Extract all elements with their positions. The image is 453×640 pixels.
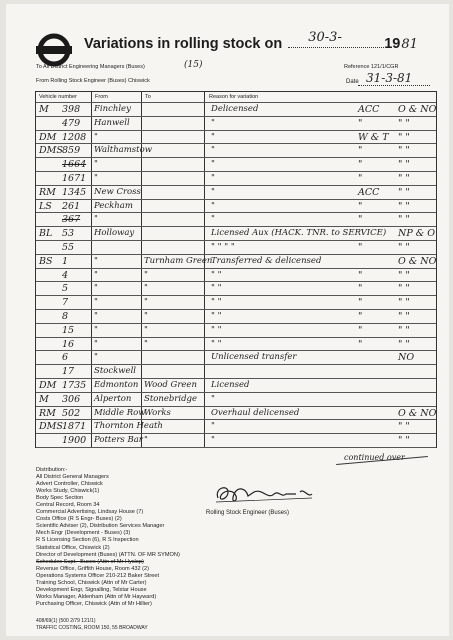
row-divider: [36, 433, 436, 434]
cell-col6: " ": [398, 145, 410, 157]
cell-col5: ": [358, 311, 363, 322]
cell-col6: " ": [398, 283, 410, 295]
header-from: From: [95, 94, 108, 100]
cell-prefix: LS: [39, 200, 52, 212]
cell-prefix: BL: [39, 228, 53, 240]
distribution-item: Advert Controller, Chiswick: [36, 481, 103, 488]
row-divider: [36, 212, 436, 213]
cell-reason: Licensed: [211, 380, 250, 390]
cell-col5: ": [358, 145, 363, 157]
cell-col6: NP & O: [398, 228, 435, 240]
date-field: [288, 30, 384, 48]
distribution-item: Schedules Supt.- Buses (Attn of Mr Hyslop): [36, 558, 144, 565]
date-label: Date: [346, 79, 359, 85]
cell-from: ": [94, 269, 98, 280]
handwritten-date: 30-3-: [308, 30, 342, 45]
cell-from: Holloway: [94, 228, 135, 239]
cell-prefix: M: [39, 393, 49, 405]
cell-reason: ": [211, 186, 215, 197]
cell-number: 16: [62, 338, 75, 350]
cell-number: 479: [62, 117, 81, 129]
distribution-item: Director of Development (Buses) (ATTN. OF MR SYMON): [36, 551, 180, 558]
row-divider: [36, 281, 436, 282]
form-title: [84, 30, 418, 52]
cell-col5: ACC: [358, 104, 380, 115]
cell-from: Thornton Heath: [94, 421, 163, 432]
cell-prefix: DMS: [39, 421, 63, 433]
to-count: (15): [184, 60, 203, 70]
row-divider: [36, 323, 436, 324]
cell-prefix: DMS: [39, 145, 63, 157]
signer-role: Rolling Stock Engineer (Buses): [206, 510, 290, 516]
cell-prefix: RM: [39, 186, 56, 198]
cell-to: ": [144, 283, 148, 294]
cell-number: 261: [62, 200, 81, 212]
cell-number: 1664: [62, 159, 87, 171]
cell-from: ": [94, 352, 98, 363]
footer-line: TRAFFIC COSTING, ROOM 150, 55 BROADWAY: [36, 624, 148, 631]
title-text: Variations in rolling stock on: [84, 36, 283, 52]
cell-number: 17: [62, 366, 75, 378]
cell-from: ": [94, 311, 98, 321]
cell-col6: " ": [398, 200, 410, 212]
cell-col6: " ": [398, 131, 410, 143]
row-divider: [36, 102, 436, 103]
distribution-item: Statistical Office, Chiswick (2): [36, 544, 110, 551]
cell-number: 1: [62, 255, 69, 267]
distribution-list: [36, 467, 180, 608]
row-divider: [36, 130, 436, 131]
cell-reason: " " " ": [211, 242, 235, 252]
cell-col5: ": [358, 324, 363, 336]
cell-number: 53: [62, 228, 75, 240]
row-divider: [36, 419, 436, 420]
row-divider: [36, 447, 436, 448]
row-divider: [36, 392, 436, 393]
row-divider: [36, 143, 436, 144]
cell-col6: " ": [398, 338, 410, 350]
cell-from: ": [94, 255, 98, 266]
row-divider: [36, 116, 436, 117]
cell-col5: ": [358, 242, 363, 253]
cell-to: ": [144, 435, 148, 446]
distribution-item: Costs Office (R S Engr- Buses) (2): [36, 516, 122, 523]
year-prefix: 19: [384, 36, 401, 52]
cell-to: ": [144, 297, 148, 308]
distribution-item: Commercial Advertising, Lindsay House (7): [36, 509, 144, 516]
cell-col6: " ": [398, 242, 410, 253]
cell-number: 55: [62, 242, 75, 253]
cell-col6: O & NO: [398, 407, 437, 419]
row-divider: [36, 295, 436, 296]
cell-col5: ": [358, 214, 363, 226]
row-divider: [36, 268, 436, 269]
cell-prefix: RM: [39, 407, 56, 419]
distribution-item: Purchasing Officer, Chiswick (Attn of Mr Hillier): [36, 600, 152, 607]
cell-to: ": [144, 338, 148, 349]
cell-from: Hanwell: [94, 117, 130, 128]
cell-to: ": [144, 269, 148, 280]
cell-col6: " ": [398, 421, 410, 433]
distribution-item: R S Licensing Section (6), R S Inspection: [36, 537, 139, 544]
date-field-box: [358, 72, 430, 86]
from-line: From Rolling Stock Engineer (Buses) Chiswick: [36, 78, 150, 84]
cell-prefix: M: [39, 104, 49, 115]
row-divider: [36, 350, 436, 351]
cell-number: 1671: [62, 173, 87, 184]
cell-to: Turnham Green: [144, 255, 213, 266]
footer-line: 408/69(1) (500 2/79 121/1): [36, 618, 96, 624]
cell-from: Alperton: [94, 393, 132, 404]
cell-col5: ": [358, 159, 363, 171]
cell-col5: ": [358, 338, 363, 350]
cell-from: Finchley: [94, 104, 131, 114]
cell-number: 398: [62, 104, 81, 115]
cell-number: 4: [62, 269, 69, 281]
cell-reason: " ": [211, 283, 222, 294]
cell-number: 8: [62, 311, 69, 322]
document-page: [6, 4, 449, 636]
header-to: To: [145, 94, 151, 100]
cell-col6: " ": [398, 435, 410, 447]
cell-col6: " ": [398, 173, 410, 184]
handwritten-signature-icon: [212, 482, 322, 510]
distribution-item: Mech Engr (Development - Buses) (3): [36, 530, 131, 537]
cell-number: 15: [62, 324, 75, 336]
column-divider: [204, 92, 205, 447]
cell-reason: ": [211, 435, 215, 446]
distribution-item: Operations Systems Officer 210-212 Baker Street: [36, 572, 160, 579]
cell-from: ": [94, 338, 98, 349]
row-divider: [36, 199, 436, 200]
cell-col6: " ": [398, 269, 410, 281]
header-vehicle-number: Vehicle number: [39, 94, 77, 100]
cell-number: 1900: [62, 435, 87, 447]
cell-reason: " ": [211, 297, 222, 308]
cell-number: 367: [62, 214, 81, 226]
cell-to: Wood Green: [144, 380, 197, 390]
row-divider: [36, 309, 436, 310]
cell-col6: O & NO: [398, 104, 437, 115]
cell-from: ": [94, 283, 98, 294]
cell-from: ": [94, 214, 98, 225]
cell-reason: ": [211, 131, 215, 142]
cell-from: Middle Row: [94, 407, 146, 418]
cell-reason: ": [211, 145, 215, 156]
to-line: To All District Engineering Managers (Buses): [36, 64, 145, 70]
cell-from: ": [94, 173, 98, 183]
cell-reason: ": [211, 393, 215, 404]
cell-col5: ": [358, 173, 363, 184]
cell-number: 5: [62, 283, 69, 295]
cell-reason: Unlicensed transfer: [211, 352, 297, 363]
cell-reason: ": [211, 173, 215, 183]
cell-number: 306: [62, 393, 81, 405]
row-divider: [36, 337, 436, 338]
row-divider: [36, 157, 436, 158]
cell-from: ": [94, 324, 98, 335]
cell-prefix: DM: [39, 380, 57, 391]
distribution-item: All District General Managers: [36, 474, 109, 481]
cell-col5: ": [358, 200, 363, 212]
cell-from: ": [94, 297, 98, 308]
cell-number: 7: [62, 297, 69, 309]
cell-col5: ACC: [358, 186, 380, 198]
cell-reason: Delicensed: [211, 104, 259, 114]
distribution-item: Development Engr, Signalling, Telstar House: [36, 586, 147, 593]
cell-prefix: DM: [39, 131, 57, 143]
cell-reason: " ": [211, 269, 222, 280]
cell-to: ": [144, 324, 148, 335]
row-divider: [36, 254, 436, 255]
cell-from: ": [94, 131, 98, 142]
row-divider: [36, 378, 436, 379]
cell-reason: ": [211, 200, 215, 211]
row-divider: [36, 171, 436, 172]
cell-number: 1735: [62, 380, 87, 391]
cell-col5: ": [358, 269, 363, 281]
cell-col5: W & T: [358, 131, 389, 143]
variations-table: [35, 91, 437, 448]
distribution-item: Revenue Office, Griffith House, Room 432 (2): [36, 565, 149, 572]
cell-from: Peckham: [94, 200, 133, 211]
year-suffix: 81: [401, 37, 418, 52]
row-divider: [36, 240, 436, 241]
cell-col6: " ": [398, 159, 410, 171]
cell-number: 1208: [62, 131, 87, 143]
cell-reason: Licensed Aux (HACK. TNR. to SERVICE): [211, 228, 387, 239]
row-divider: [36, 364, 436, 365]
cell-col6: " ": [398, 117, 410, 129]
row-divider: [36, 185, 436, 186]
cell-to: Works: [144, 407, 171, 418]
cell-reason: ": [211, 214, 215, 225]
cell-from: Walthamstow: [94, 145, 152, 156]
cell-prefix: BS: [39, 255, 53, 267]
cell-from: New Cross: [94, 186, 141, 197]
cell-from: Edmonton: [94, 380, 139, 390]
distribution-item: Training School, Chiswick (Attn of Mr Carter): [36, 579, 147, 586]
cell-col6: " ": [398, 214, 410, 226]
cell-reason: Overhaul delicensed: [211, 407, 300, 418]
cell-to: Stonebridge: [144, 393, 197, 404]
cell-number: 1345: [62, 186, 87, 198]
cell-number: 6: [62, 352, 69, 364]
cell-number: 502: [62, 407, 81, 419]
distribution-item: Central Record, Room 34: [36, 502, 100, 509]
continued-note: continued over: [344, 453, 405, 462]
distribution-item: Works Study, Chiswick(1): [36, 488, 100, 495]
cell-col6: " ": [398, 186, 410, 198]
cell-to: ": [144, 311, 148, 321]
form-footer: [36, 618, 148, 631]
cell-reason: " ": [211, 311, 222, 321]
date-value: 31-3-81: [366, 71, 413, 85]
cell-from: Potters Bar: [94, 435, 143, 446]
cell-number: 859: [62, 145, 81, 157]
cell-reason: Transferred & delicensed: [211, 255, 322, 266]
cell-col5: ": [358, 297, 363, 309]
cell-reason: " ": [211, 338, 222, 349]
row-divider: [36, 406, 436, 407]
cell-col6: " ": [398, 311, 410, 322]
cell-from: Stockwell: [94, 366, 137, 377]
distribution-item: Distribution:-: [36, 467, 68, 473]
cell-from: ": [94, 159, 98, 170]
cell-col6: NO: [398, 352, 415, 364]
cell-col5: ": [358, 283, 363, 295]
header-reason: Reason for variation: [209, 94, 259, 100]
reference: Reference 121/1/CGR: [344, 64, 399, 70]
column-divider: [91, 92, 92, 447]
cell-col6: " ": [398, 297, 410, 309]
cell-reason: ": [211, 421, 215, 432]
cell-reason: ": [211, 117, 215, 128]
cell-reason: " ": [211, 324, 222, 335]
cell-col6: O & NO: [398, 255, 437, 267]
distribution-item: Body Spec Section: [36, 495, 84, 502]
cell-col6: " ": [398, 324, 410, 336]
distribution-item: Works Manager, Aldenham (Attn of Mr Hayward): [36, 593, 157, 600]
cell-col5: ": [358, 117, 363, 129]
cell-reason: ": [211, 159, 215, 170]
cell-number: 1871: [62, 421, 87, 433]
distribution-item: Scientific Adviser (2), Distribution Services Manager: [36, 523, 165, 530]
